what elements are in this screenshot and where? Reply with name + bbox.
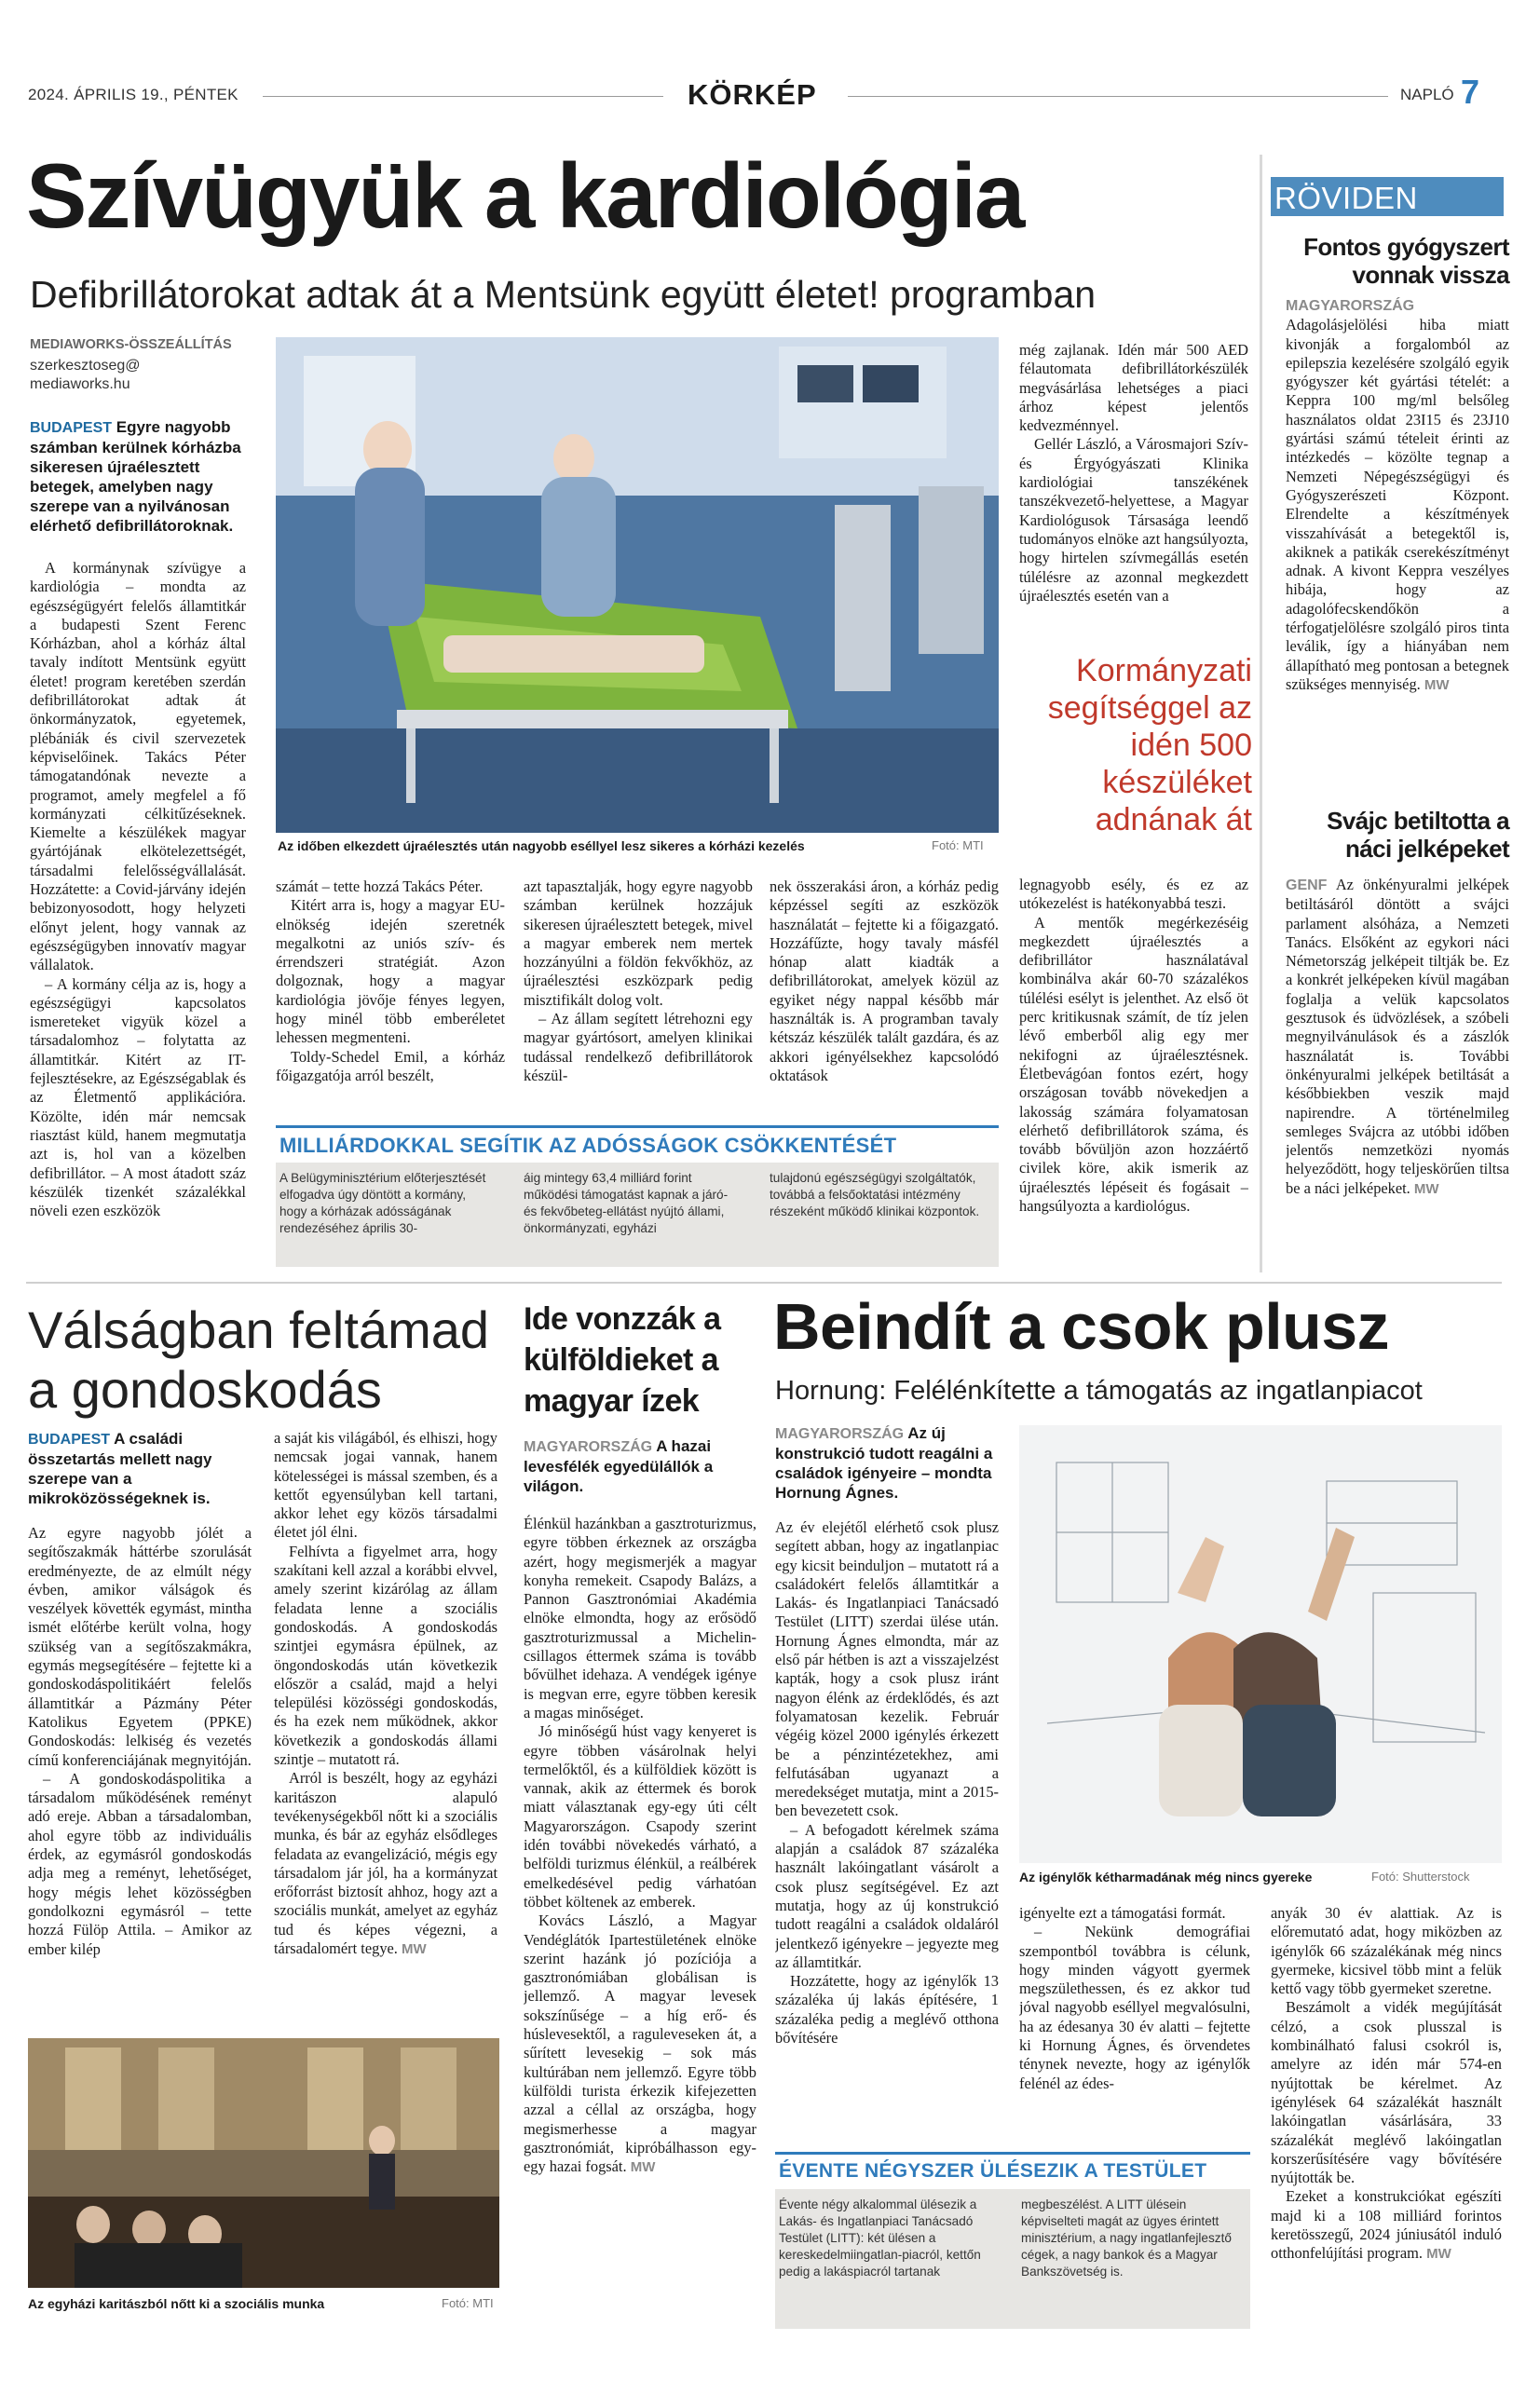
csok-headline: Beindít a csok plusz (773, 1290, 1389, 1363)
sidebar-item2-title: Svájc betiltotta a náci jelképeket (1327, 807, 1509, 863)
crisis-photo-caption: Az egyházi karitászból nőtt ki a szociális munka (28, 2296, 325, 2311)
crisis-lead (28, 1429, 252, 1508)
litt-box-col-1: Évente négy alkalommal ülésezik a Lakás- és Ingatlanpiaci Tanácsadó Testület (LITT): két ülésen a kereskedelmiingatlan-piacról, kettőn pedig a lakáspiacról tartanak (779, 2197, 981, 2279)
couple-sketch-illustration (1019, 1425, 1502, 1863)
lead-photo-caption: Az időben elkezdett újraélesztés után nagyobb eséllyel lesz sikeres a kórházi kezelés (278, 838, 805, 853)
csok-photo-caption: Az igénylők kétharmadának még nincs gyereke (1019, 1870, 1313, 1884)
signature: MW (402, 1941, 427, 1958)
dateline: MAGYARORSZÁG (775, 1426, 905, 1442)
sidebar-item2-dateline: GENF (1286, 877, 1328, 893)
csok-subtitle: Hornung: Felélénkítette a támogatás az ingatlanpiacot (775, 1376, 1423, 1406)
crisis-col-1 (28, 1524, 252, 2027)
section-title: KÖRKÉP (688, 78, 817, 111)
debt-box-col-1: A Belügyminisztérium előterjesztését elfogadva úgy döntött a kormány, hogy a kórházak adósságának rendezéséhez április 30- (279, 1171, 486, 1235)
tourism-headline: Ide vonzzák a külföldieket a magyar ízek (524, 1301, 721, 1419)
signature: MW (1426, 2246, 1451, 2263)
debt-box-header (276, 1125, 999, 1163)
debt-box-col-3: tulajdonú egészségügyi szolgáltatók, továbbá a felsőoktatási intézmény részeként működő klinikai központok. (770, 1171, 980, 1218)
csok-col-3 (1271, 1904, 1502, 2333)
litt-box-title: ÉVENTE NÉGYSZER ÜLÉSEZIK A TESTÜLET (779, 2160, 1207, 2182)
crisis-headline: Válságban feltámad a gondoskodás (28, 1300, 490, 1419)
debt-box-col-2: áig mintegy 63,4 milliárd forint működési támogatást kapnak a járó- és fekvőbeteg-ellátást nyújtó állami, önkormányzati, egyházi (524, 1171, 729, 1235)
paragraph: – A kormány célja az is, hogy a egészségügyi kapcsolatos ismereteket vigyük közel a társadalomhoz – folytatta az államtitkár. Kitért az IT-fejlesztésekre, az Egészségablak és az Életmentő applikációra. Közölte, idén már nemcsak riasztást küld, hanem megmutatja azt is, hol van a közelben defibrillátor. – A most átadott száz készülék tizenkét százalékkal növeli ezen eszközök (30, 974, 246, 1220)
paragraph: Kovács László, a Magyar Vendéglátók Ipartestületének elnöke szerint hazánk jó pozíciója a gasztronómiában globálisan is jellemző. A magyar levesek sokszínűsége – a híg erő- és húslevesektől, a raguleveseken át, a sűrített levesekig – sok más kultúrában nem jellemző. Egyre több külföldi turista érkezik kifejezetten azzal a céllal az országba, hogy megismerhesse a magyar gasztronómiát, kipróbálhasson egy-egy hazai fogsát. MW (524, 1911, 756, 2176)
paragraph: Felhívta a figyelmet arra, hogy szakítani kell azzal a korábbi elvvel, amely szerint kizárólag az állam feladata lenne a szociális gondoskodás. A gondoskodás szintjei egymásra épülnek, az öngondoskodás után következik először a család, majd a helyi települési közösségi gondoskodás, és ha ezek nem működnek, akkor következik a gondoskodás állami szintje – mutatott rá. (274, 1542, 497, 1769)
paragraph: anyák 30 év alattiak. Az is előremutató adat, hogy miközben az igénylők 66 százalékának még nincs gyermeke, kicsivel több mint a felük kettő vagy több gyermeket szeretne. (1271, 1904, 1502, 1998)
paragraph: Arról is beszélt, hogy az egyházi karitászon alapuló tevékenységekből nőtt ki a szociális munka, és bár az egyház elsődleges feladata az evangelizáció, mégis egy társadalom jár jól, ha a kormányzat erőforrást biztosít ahhoz, hogy azt a szociális munkát, amelyet az egyház tud és képes végezni, a társadalomért tegye. MW (274, 1769, 497, 1958)
byline-email: szerkesztoseg@ mediaworks.hu (30, 358, 141, 392)
sidebar-header-label: RÖVIDEN (1274, 181, 1418, 215)
paragraph: Jó minőségű húst vagy kenyeret is egyre többen vásárolnak helyi termelőktől, és a külföldiek között is vannak, akik az éttermek és borok miatt választanak egy-egy úti célt Magyarországon. Csapody szerint idén további növekedés várható, a belföldi turizmus élénkül, a reálbérek emelkedésével pedig várhatóan többet költenek az emberek. (524, 1722, 756, 1911)
sidebar-item1-text (1286, 296, 1509, 799)
lead-text: A hazai levesfélék egyedülállók a világon. (524, 1437, 714, 1495)
paragraph: – A gondoskodáspolitika a társadalom működésének reményt adó ereje. Abban a társadalomban, ahol egyre több az individuális érdek, az egymásról gondoskodás adja meg a reményt, lehetőséget, hogy mégis lehet közösségben gondolkozni egymásról – tette hozzá Fülöp Attila. – Amikor az ember kilép (28, 1769, 252, 1958)
lead-photo-credit: Fotó: MTI (932, 838, 984, 852)
csok-photo (1019, 1425, 1502, 1863)
csok-lead (775, 1423, 999, 1503)
header-rule-left (263, 96, 663, 97)
dateline: BUDAPEST (28, 1432, 111, 1448)
paragraph: számát – tette hozzá Takács Péter. (276, 877, 484, 895)
paragraph: – Nekünk demográfiai szempontból továbbra is célunk, hogy minden vágyott gyermek megszülethessen, és ez akkor tud jóval nagyobb eséllyel megvalósulni, ha az édesanya 30 év alatti – fejtette ki Hornung Ágnes, és örvendetes ténynek nevezte, hogy az igénylők felénél az édes- (1019, 1923, 1250, 2092)
issue-date: 2024. ÁPRILIS 19., PÉNTEK (28, 86, 238, 103)
pull-quote: Kormányzati segítséggel az idén 500 készüléket adnának át (1047, 653, 1252, 837)
paragraph: Élénkül hazánkban a gasztroturizmus, egyre többen érkeznek az országba azért, hogy megismerjék a magyar konyha remekeit. Csapody Balázs, a Pannon Gasztronómiai Akadémia elnöke elmondta, hogy az erősödő gasztroturizmussal a Michelin-csillagos éttermek száma is tovább bővülhet idehaza. A vendégek igénye is megvan erre, egyre többen keresik a magas minőséget. (524, 1515, 756, 1721)
crisis-photo (28, 2038, 499, 2288)
paragraph: legnagyobb esély, és ez az utókezelést is hatékonyabbá teszi. (1019, 876, 1248, 913)
signature: MW (1424, 676, 1450, 693)
section-divider (26, 1282, 1502, 1284)
lead-col-3 (524, 877, 753, 1148)
paragraph: A mentők megérkezéséig megkezdett újraélesztés a defibrillátor használatával kombinálva akár 60-70 százalékos túlélési esélyt is jelenthet. Az első öt perc kritikusnak számít, de tíz jelen lévő emberből alig egy mer nekifogni az újraélesztésnek. Életbevágóan fontos ezért, hogy országosan tovább növekedjen a lakosság számára folyamatosan elérhető defibrillátorok száma, és tovább bővüljön azon hozzáértő civilek köre, akik ismerik az újraélesztés lépéseit és fogásait – hangsúlyozta a kardiológus. (1019, 913, 1248, 1216)
paragraph: igényelte ezt a támogatási formát. (1019, 1904, 1226, 1922)
debt-box-title: MILLIÁRDOKKAL SEGÍTIK AZ ADÓSSÁGOK CSÖKKENTÉSÉT (279, 1134, 897, 1157)
paragraph: Gellér László, a Városmajori Szív- és Érgyógyászati Klinika kardiológiai tanszékének tanszékvezető-helyettese, a Magyar Kardiológusok Társasága leendő tudományos elnöke azt hangsúlyozta, hogy hirtelen szívmegállás esetén túlélésre az azonnal megkezdett újraélesztés esetén van a (1019, 435, 1248, 605)
sidebar-item2-text (1286, 876, 1509, 1267)
dateline: BUDAPEST (30, 420, 113, 436)
paragraph: Az egyre nagyobb jólét a segítőszakmák háttérbe szorulását eredményezte, de az elmúlt négy évben, amikor válságok és veszélyek követték egymást, mintha ismét előtérbe került volna, hogy szükség van a segítőszakmákra, egymás megsegítésére – fejtette ki a gondoskodáspolitikáért felelős államtitkár a Pázmány Péter Katolikus Egyetem (PPKE) Gondoskodás: lelkiség és vezetés című konferenciájának megnyitóján. (28, 1524, 252, 1769)
paragraph: Toldy-Schedel Emil, a kórház főigazgatója arról beszélt, (276, 1047, 505, 1084)
paragraph: még zajlanak. Idén már 500 AED félautomata defibrillátorkészülék megvásárlása lehetséges a piaci árhoz képest jelentős kedvezménnyel. (1019, 341, 1248, 435)
sidebar-item1-dateline: MAGYARORSZÁG (1286, 298, 1415, 314)
paragraph: Ezeket a konstrukciókat egészíti majd ki a 108 milliárd forintos keretösszegű, 2024 júniusától induló otthonfelújítási program. MW (1271, 2187, 1502, 2263)
paragraph: azt tapasztalják, hogy egyre nagyobb számban kerülnek hozzájuk sikeresen újraélesztett betegek, mivel a magyar emberek nem mertek hozzányúlni a földön fekvőkhöz, az újraélesztési eszközpark pedig misztifikált dolog volt. (524, 877, 753, 1009)
csok-col-1 (775, 1518, 999, 2143)
signature: MW (1413, 1180, 1439, 1197)
lead-paragraph (30, 417, 246, 536)
paragraph: – Az állam segített létrehozni egy magyar gyártósort, amelyen klinikai tudással rendelkező defibrillátorok készül- (524, 1010, 753, 1084)
lead-col-5-top (1019, 341, 1248, 648)
paragraph: Hozzátette, hogy az igénylők 13 százaléka új lakás építésére, 1 százaléka pedig a meglévő otthona bővítésére (775, 1972, 999, 2047)
paragraph: A kormánynak szívügye a kardiológia – mondta az egészségügyért felelős államtitkár a budapesti Szent Ferenc Kórházban, ahol a kórház által tavaly indított Mentsünk együtt életet! program keretében szerdán defibrillátorokat adtak át önkormányzatok, egyetemek, plébániák és civil szervezetek képviselőinek. Takács Péter támogatandónak nevezte a programot, amely megfelel a fő kormányzati célkitűzéseknek. Kiemelte a készülékek magyar gyártójának elkötelezettségét, társadalmi felelősségvállalását. Hozzátette: a Covid-járvány idején bebizonyosodott, hogy helyzeti előnyt jelent, hogy vannak az egészségügyben innovatív magyar vállalatok. (30, 559, 246, 974)
sidebar-item1-title: Fontos gyógyszert vonnak vissza (1303, 233, 1509, 289)
header-rule-right (848, 96, 1388, 97)
lead-text: Az új konstrukció tudott reagálni a családok igényeire – mondta Hornung Ágnes. (775, 1424, 993, 1502)
lead-col-5-bottom (1019, 876, 1248, 1267)
lead-col-2 (276, 877, 505, 1148)
tourism-lead (524, 1436, 756, 1496)
paragraph: MAGYARORSZÁG Adagolásjelölési hiba miatt kivonják a forgalomból az epilepszia kezelésére szolgáló egyik gyógyszer két gyártási tételét: a Keppra 100 mg/ml belsőleg használatos oldat 23I15 és 23J10 gyártási számú tételeit érinti az intézkedés – közölte tegnap a Nemzeti Népegészségügyi és Gyógyszerészeti Központ. Elrendelte a készítmények visszahívását a betegektől is, akiknek a patikák cserekészítményt adnak. A kivont Keppra veszélyes hibája, hogy az adagolófecskendőkön a térfogatjelölésre szolgáló piros tinta leválik, így a hiányában nem állapítható meg pontosan a betegnek szükséges mennyiség. MW (1286, 298, 1509, 693)
litt-box-col-2: megbeszélést. A LITT ülésein képviselteti magát az ügyes érintett minisztérium, a nagy ingatlanfejlesztő cégek, a nagy bankok és a Magyar Bankszövetség is. (1021, 2197, 1232, 2279)
lead-col-4 (770, 877, 999, 1148)
paragraph: Az év elejétől elérhető csok plusz segített abban, hogy az ingatlanpiac egy kicsit beinduljon – mutatott rá a családokért felelős államtitkár a Lakás- és Ingatlanpiaci Tanácsadó Testület (LITT) szerdai ülése után. Hornung Ágnes elmondta, már az első pár hétben is azt a visszajelzést kapták, hogy a csok plusz iránt nagyon élénk az érdeklődés, és azt folyamatosan kezelik. Február végéig közel 2000 igénylés érkezett be a pénzintézetekhez, ami felfutásában ugyanazt a meredekséget mutatja, mint a 2015-ben bevezetett csok. (775, 1518, 999, 1820)
lead-text: Egyre nagyobb számban kerülnek kórházba sikeresen újraélesztett betegek, amelyben nagy szerepe van a nyilvánosan elérhető defibrillátoroknak. (30, 418, 241, 535)
litt-box-header (775, 2152, 1250, 2189)
paragraph: – A befogadott kérelmek száma alapján a családok 87 százaléka használt lakóingatlant vásárolt a csok plusz segítségével. Ez azt mutatja, hogy az új konstrukció tudott reagálni a családok oldaláról jelentkező igényekre – jegyezte meg az államtitkár. (775, 1820, 999, 1971)
lead-text: A családi összetartás mellett nagy szerepe van a mikroközösségeknek is. (28, 1430, 212, 1507)
paragraph: GENF Az önkényuralmi jelképek betiltásáról döntött a svájci parlament alsóháza, a Nemzeti Tanács. Elsőként az egykori náci Németország jelképeit tiltják be. Ez a konkrét jelképeken kívül magában foglalja a velük kapcsolatos gesztusok és üdvözlések, a szóbeli megnyilvánulások és a zászlók használatát is. További önkényuralmi jelképek betiltását a későbbiekben veszik majd napirendre. A történelmileg semleges Svájcra az utóbbi időben jelentős nemzetközi nyomás helyeződött, hogy teljeskörűen tiltsa be a náci jelképeket. MW (1286, 876, 1509, 1197)
sidebar-rule (1260, 155, 1262, 1272)
paragraph: nek összerakási áron, a kórház pedig képzéssel segíti az eszközök használatát – fejtette ki a főigazgató. Hozzáfűzte, hogy tavaly másfél hónap alatt kiadták a defibrillátorokat, amelyek közül az egyiket négy nappal később már használták is. A programban tavaly kétszáz készülék talált gazdára, és az akkori igényélsekhez kapcsolódó oktatások (770, 877, 999, 1084)
dateline: MAGYARORSZÁG (524, 1439, 653, 1455)
paragraph: a saját kis világából, és elhiszi, hogy nemcsak jogai vannak, hanem kötelességei is mással szemben, és a kettőt egyensúlyban kell tartani, akkor lehet egy közös társadalmi életet jól élni. (274, 1429, 497, 1542)
conference-hall-illustration (28, 2038, 499, 2288)
csok-photo-credit: Fotó: Shutterstock (1371, 1870, 1470, 1884)
tourism-col (524, 1515, 756, 2325)
csok-col-2 (1019, 1904, 1250, 2146)
byline: MEDIAWORKS-ÖSSZEÁLLÍTÁS (30, 337, 232, 352)
paper-name: NAPLÓ (1400, 86, 1454, 103)
lead-photo (276, 337, 999, 833)
signature: MW (630, 2159, 656, 2176)
lead-headline: Szívügyük a kardiológia (26, 144, 1024, 247)
crisis-photo-credit: Fotó: MTI (442, 2296, 494, 2310)
paragraph: Kitért arra is, hogy a magyar EU-elnökség idején szeretnék megalkotni az uniós szív- és érrendszeri stratégiát. Azon dolgoznak, hogy a magyar kardiológia jövője fényes legyen, hogy minél több emberéletet lehessen megmenteni. (276, 896, 505, 1047)
sidebar-header (1271, 156, 1504, 220)
lead-subtitle: Defibrillátorokat adtak át a Mentsünk együtt életet! programban (30, 273, 1097, 316)
icu-scene-illustration (276, 337, 999, 833)
lead-col-1 (30, 559, 246, 1267)
crisis-col-2 (274, 1429, 497, 2025)
paragraph: Beszámolt a vidék megújítását célzó, a csok plusszal is kombinálható falusi csokról is, amelyre az idén már 574-en nyújtottak be kérelmet. Az igénylések 64 százalékát használt lakóingatlan vásárlására, 33 százalékát meglévő lakóingatlan korszerűsítésére vagy bővítésére nyújtották be. (1271, 1998, 1502, 2187)
page-number: 7 (1461, 73, 1480, 111)
